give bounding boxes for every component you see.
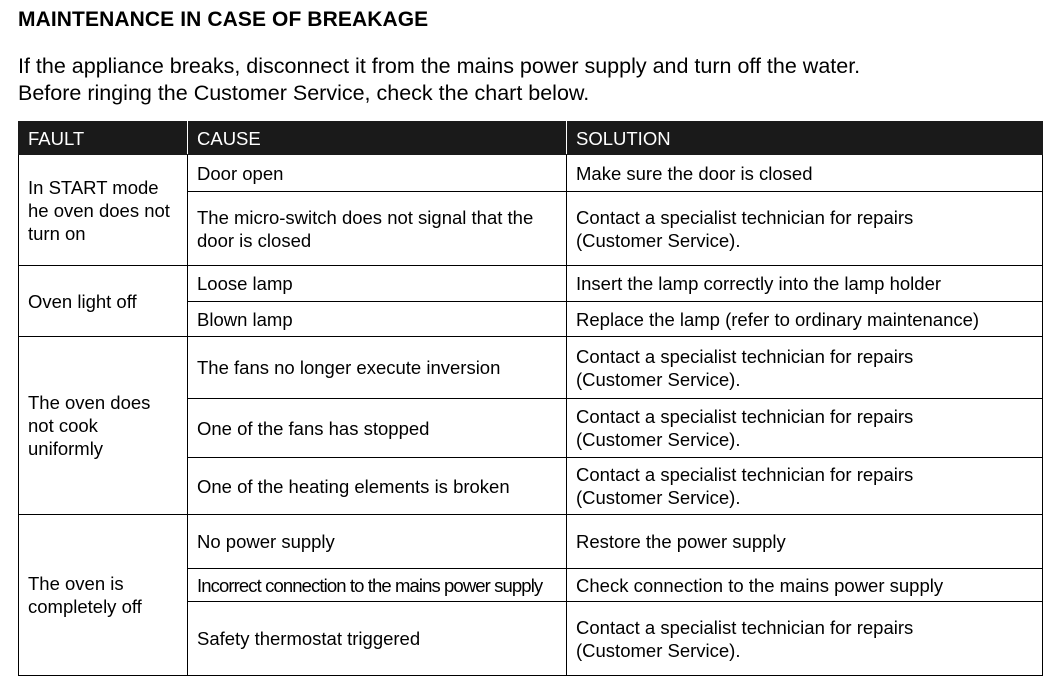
table-row <box>19 515 1043 569</box>
fault-text: The oven does not cook uniformly <box>28 392 151 459</box>
cause-cell: The fans no longer execute inversion <box>188 337 567 399</box>
fault-text: In START mode he oven does not turn on <box>28 176 170 244</box>
cause-cell <box>188 192 567 266</box>
fault-table <box>18 121 1043 676</box>
header-solution: SOLUTION <box>567 122 1043 155</box>
solution-cell: Replace the lamp (refer to ordinary maintenance) <box>567 302 1043 337</box>
cause-cell: No power supply <box>188 515 567 569</box>
cause-text: Incorrect connection to the mains power supply <box>197 574 543 596</box>
solution-text: Contact a specialist technician for repairs (Customer Service). <box>576 406 914 450</box>
solution-cell <box>567 602 1043 676</box>
header-fault: FAULT <box>19 122 188 155</box>
fault-cell <box>19 337 188 515</box>
solution-text: Contact a specialist technician for repairs (Customer Service). <box>576 206 914 251</box>
solution-cell <box>567 399 1043 458</box>
intro-line-1: If the appliance breaks, disconnect it from the mains power supply and turn off the water. <box>18 54 861 78</box>
cause-cell: Door open <box>188 155 567 192</box>
cause-text: The micro-switch does not signal that the door is closed <box>197 206 534 251</box>
solution-cell: Insert the lamp correctly into the lamp holder <box>567 266 1043 302</box>
table-row <box>19 155 1043 192</box>
fault-text: The oven is completely off <box>28 573 142 617</box>
solution-cell <box>567 458 1043 515</box>
solution-cell <box>567 192 1043 266</box>
header-cause: CAUSE <box>188 122 567 155</box>
cause-cell: Loose lamp <box>188 266 567 302</box>
fault-cell: Oven light off <box>19 266 188 337</box>
cause-cell: One of the fans has stopped <box>188 399 567 458</box>
cause-cell: One of the heating elements is broken <box>188 458 567 515</box>
solution-text: Contact a specialist technician for repairs (Customer Service). <box>576 345 914 390</box>
cause-cell <box>188 569 567 602</box>
fault-cell <box>19 515 188 676</box>
fault-cell <box>19 155 188 266</box>
cause-cell: Safety thermostat triggered <box>188 602 567 676</box>
cause-cell: Blown lamp <box>188 302 567 337</box>
solution-text: Contact a specialist technician for repairs (Customer Service). <box>576 464 914 508</box>
solution-cell: Make sure the door is closed <box>567 155 1043 192</box>
page-title: MAINTENANCE IN CASE OF BREAKAGE <box>18 8 429 31</box>
table-header-row <box>19 122 1043 155</box>
solution-text: Contact a specialist technician for repairs (Customer Service). <box>576 616 914 661</box>
table-row <box>19 266 1043 302</box>
intro-paragraph <box>18 53 860 107</box>
solution-cell: Check connection to the mains power supply <box>567 569 1043 602</box>
solution-cell: Restore the power supply <box>567 515 1043 569</box>
solution-cell <box>567 337 1043 399</box>
table-row <box>19 337 1043 399</box>
intro-line-2: Before ringing the Customer Service, check the chart below. <box>18 81 590 105</box>
